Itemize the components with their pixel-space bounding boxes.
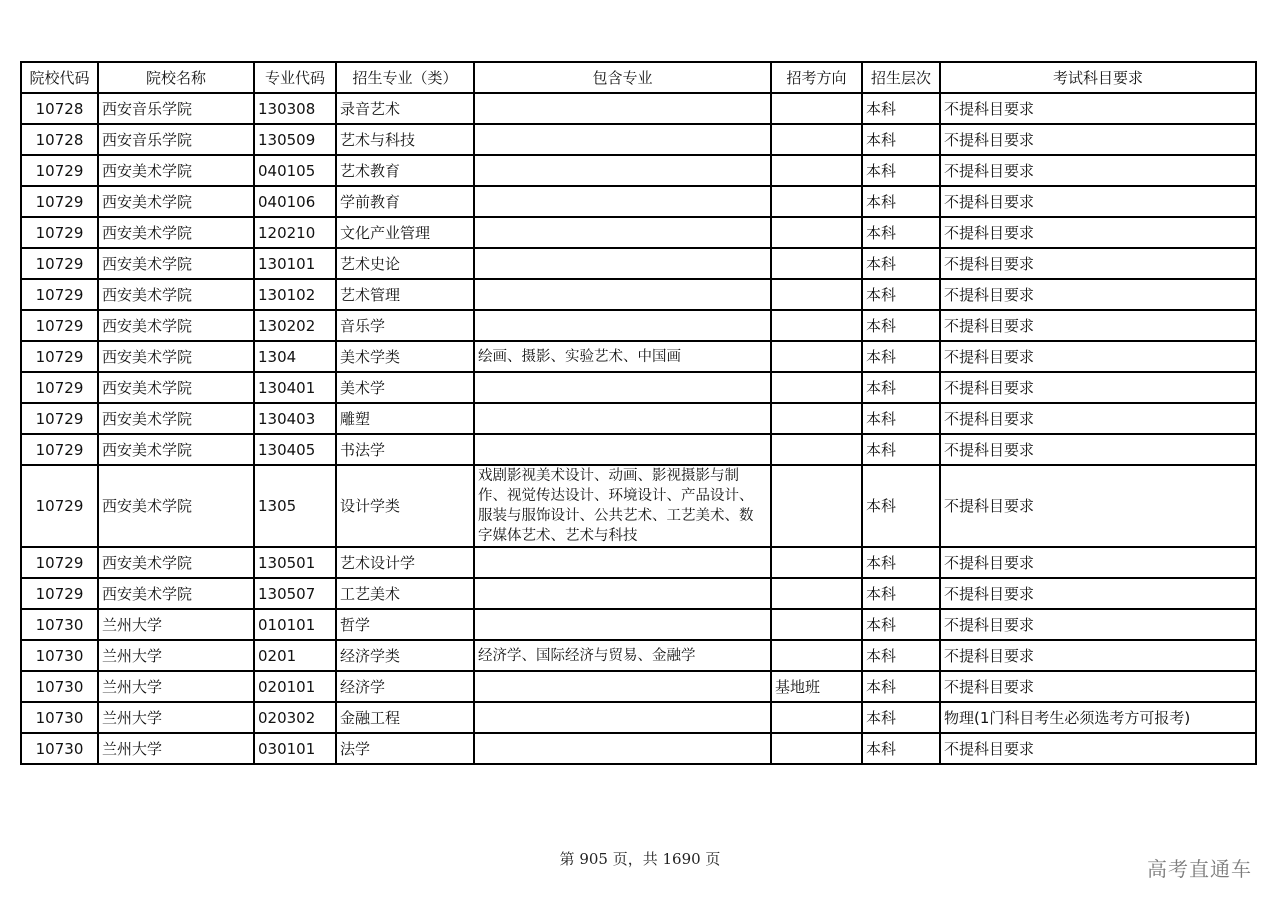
- cell-direction: [771, 733, 862, 764]
- cell-school-code: 10729: [21, 578, 98, 609]
- cell-school-name: 兰州大学: [98, 640, 254, 671]
- table-row: [21, 248, 1256, 279]
- cell-school-name: 兰州大学: [98, 702, 254, 733]
- cell-level: 本科: [862, 372, 940, 403]
- admission-table: [20, 61, 1257, 765]
- cell-major: 金融工程: [336, 702, 474, 733]
- cell-level: 本科: [862, 547, 940, 578]
- cell-major: 录音艺术: [336, 93, 474, 124]
- cell-level: 本科: [862, 578, 940, 609]
- header-school-name: 院校名称: [98, 62, 254, 93]
- cell-major: 美术学: [336, 372, 474, 403]
- cell-major-code: 130501: [254, 547, 336, 578]
- table-row: [21, 403, 1256, 434]
- cell-school-code: 10729: [21, 372, 98, 403]
- cell-school-code: 10730: [21, 671, 98, 702]
- table-row: [21, 155, 1256, 186]
- cell-subject-req: 不提科目要求: [940, 248, 1256, 279]
- cell-direction: [771, 341, 862, 372]
- cell-subject-req: 不提科目要求: [940, 403, 1256, 434]
- cell-included-majors: [474, 403, 771, 434]
- cell-school-name: 西安音乐学院: [98, 93, 254, 124]
- cell-school-code: 10729: [21, 248, 98, 279]
- cell-school-name: 兰州大学: [98, 733, 254, 764]
- cell-subject-req: 不提科目要求: [940, 217, 1256, 248]
- cell-major: 美术学类: [336, 341, 474, 372]
- cell-major-code: 130101: [254, 248, 336, 279]
- cell-school-name: 兰州大学: [98, 609, 254, 640]
- header-major: 招生专业（类）: [336, 62, 474, 93]
- cell-school-name: 西安美术学院: [98, 186, 254, 217]
- cell-major-code: 130102: [254, 279, 336, 310]
- cell-major-code: 010101: [254, 609, 336, 640]
- table-row: [21, 124, 1256, 155]
- table-row: [21, 465, 1256, 547]
- cell-school-code: 10730: [21, 640, 98, 671]
- cell-major-code: 030101: [254, 733, 336, 764]
- cell-major-code: 130403: [254, 403, 336, 434]
- cell-direction: 基地班: [771, 671, 862, 702]
- cell-included-majors: [474, 702, 771, 733]
- cell-school-name: 西安美术学院: [98, 217, 254, 248]
- cell-level: 本科: [862, 93, 940, 124]
- cell-major: 艺术设计学: [336, 547, 474, 578]
- cell-included-majors: [474, 124, 771, 155]
- cell-level: 本科: [862, 186, 940, 217]
- cell-school-name: 西安美术学院: [98, 547, 254, 578]
- cell-direction: [771, 186, 862, 217]
- cell-included-majors: [474, 155, 771, 186]
- cell-school-name: 西安美术学院: [98, 310, 254, 341]
- cell-major: 艺术与科技: [336, 124, 474, 155]
- table-row: [21, 733, 1256, 764]
- cell-subject-req: 不提科目要求: [940, 609, 1256, 640]
- cell-subject-req: 不提科目要求: [940, 186, 1256, 217]
- cell-major: 文化产业管理: [336, 217, 474, 248]
- cell-major-code: 130308: [254, 93, 336, 124]
- cell-major: 设计学类: [336, 465, 474, 547]
- cell-level: 本科: [862, 465, 940, 547]
- cell-included-majors: 经济学、国际经济与贸易、金融学: [474, 640, 771, 671]
- cell-level: 本科: [862, 733, 940, 764]
- cell-major-code: 040105: [254, 155, 336, 186]
- cell-school-name: 西安美术学院: [98, 403, 254, 434]
- cell-major-code: 040106: [254, 186, 336, 217]
- header-included-majors: 包含专业: [474, 62, 771, 93]
- cell-major-code: 130401: [254, 372, 336, 403]
- cell-major: 经济学类: [336, 640, 474, 671]
- cell-major-code: 120210: [254, 217, 336, 248]
- cell-subject-req: 不提科目要求: [940, 93, 1256, 124]
- page-number: 第 905 页，共 1690 页: [559, 850, 721, 868]
- cell-subject-req: 不提科目要求: [940, 671, 1256, 702]
- table-row: [21, 186, 1256, 217]
- table-row: [21, 702, 1256, 733]
- cell-direction: [771, 93, 862, 124]
- cell-level: 本科: [862, 609, 940, 640]
- cell-major-code: 130405: [254, 434, 336, 465]
- cell-level: 本科: [862, 403, 940, 434]
- cell-level: 本科: [862, 248, 940, 279]
- cell-level: 本科: [862, 341, 940, 372]
- table-row: [21, 640, 1256, 671]
- cell-school-name: 西安美术学院: [98, 434, 254, 465]
- cell-school-code: 10729: [21, 403, 98, 434]
- cell-subject-req: 不提科目要求: [940, 279, 1256, 310]
- watermark: 高考直通车: [1147, 857, 1252, 881]
- cell-direction: [771, 124, 862, 155]
- cell-subject-req: 不提科目要求: [940, 155, 1256, 186]
- table-row: [21, 578, 1256, 609]
- cell-major-code: 130507: [254, 578, 336, 609]
- cell-school-name: 西安美术学院: [98, 341, 254, 372]
- cell-direction: [771, 279, 862, 310]
- cell-level: 本科: [862, 640, 940, 671]
- cell-subject-req: 不提科目要求: [940, 434, 1256, 465]
- table-row: [21, 671, 1256, 702]
- cell-major: 雕塑: [336, 403, 474, 434]
- cell-direction: [771, 578, 862, 609]
- cell-school-code: 10729: [21, 217, 98, 248]
- cell-major: 艺术史论: [336, 248, 474, 279]
- cell-level: 本科: [862, 310, 940, 341]
- cell-major: 经济学: [336, 671, 474, 702]
- table-row: [21, 341, 1256, 372]
- cell-major-code: 130509: [254, 124, 336, 155]
- table-row: [21, 547, 1256, 578]
- cell-included-majors: [474, 578, 771, 609]
- cell-subject-req: 不提科目要求: [940, 341, 1256, 372]
- cell-school-code: 10729: [21, 547, 98, 578]
- cell-major: 书法学: [336, 434, 474, 465]
- cell-included-majors: [474, 310, 771, 341]
- cell-major: 艺术管理: [336, 279, 474, 310]
- cell-major-code: 0201: [254, 640, 336, 671]
- cell-school-name: 西安音乐学院: [98, 124, 254, 155]
- cell-school-name: 西安美术学院: [98, 155, 254, 186]
- cell-level: 本科: [862, 217, 940, 248]
- cell-included-majors: [474, 671, 771, 702]
- cell-direction: [771, 434, 862, 465]
- header-subject-req: 考试科目要求: [940, 62, 1256, 93]
- header-school-code: 院校代码: [21, 62, 98, 93]
- cell-school-code: 10729: [21, 465, 98, 547]
- header-major-code: 专业代码: [254, 62, 336, 93]
- cell-school-name: 西安美术学院: [98, 248, 254, 279]
- cell-included-majors: [474, 93, 771, 124]
- cell-level: 本科: [862, 434, 940, 465]
- cell-level: 本科: [862, 279, 940, 310]
- cell-major-code: 130202: [254, 310, 336, 341]
- cell-school-code: 10730: [21, 733, 98, 764]
- cell-school-name: 西安美术学院: [98, 578, 254, 609]
- header-level: 招生层次: [862, 62, 940, 93]
- table-row: [21, 93, 1256, 124]
- cell-subject-req: 不提科目要求: [940, 465, 1256, 547]
- table-row: [21, 310, 1256, 341]
- cell-subject-req: 不提科目要求: [940, 547, 1256, 578]
- cell-direction: [771, 640, 862, 671]
- cell-direction: [771, 702, 862, 733]
- cell-subject-req: 不提科目要求: [940, 124, 1256, 155]
- cell-included-majors: 绘画、摄影、实验艺术、中国画: [474, 341, 771, 372]
- cell-included-majors: [474, 733, 771, 764]
- cell-major: 音乐学: [336, 310, 474, 341]
- cell-school-code: 10729: [21, 310, 98, 341]
- cell-subject-req: 不提科目要求: [940, 733, 1256, 764]
- table-row: [21, 609, 1256, 640]
- cell-major-code: 020302: [254, 702, 336, 733]
- cell-school-name: 西安美术学院: [98, 372, 254, 403]
- cell-school-name: 兰州大学: [98, 671, 254, 702]
- cell-school-code: 10728: [21, 124, 98, 155]
- cell-included-majors: [474, 279, 771, 310]
- cell-subject-req: 不提科目要求: [940, 310, 1256, 341]
- cell-major-code: 1304: [254, 341, 336, 372]
- cell-included-majors: [474, 434, 771, 465]
- cell-school-code: 10730: [21, 702, 98, 733]
- cell-included-majors: [474, 248, 771, 279]
- cell-included-majors: [474, 547, 771, 578]
- cell-direction: [771, 547, 862, 578]
- cell-major: 艺术教育: [336, 155, 474, 186]
- cell-major: 工艺美术: [336, 578, 474, 609]
- cell-level: 本科: [862, 124, 940, 155]
- cell-direction: [771, 609, 862, 640]
- cell-school-code: 10729: [21, 155, 98, 186]
- cell-school-name: 西安美术学院: [98, 465, 254, 547]
- cell-major: 法学: [336, 733, 474, 764]
- cell-major-code: 1305: [254, 465, 336, 547]
- cell-direction: [771, 403, 862, 434]
- cell-major: 哲学: [336, 609, 474, 640]
- cell-included-majors: [474, 217, 771, 248]
- table-row: [21, 372, 1256, 403]
- cell-direction: [771, 155, 862, 186]
- cell-level: 本科: [862, 155, 940, 186]
- cell-school-code: 10729: [21, 186, 98, 217]
- cell-direction: [771, 248, 862, 279]
- cell-school-code: 10729: [21, 434, 98, 465]
- table-row: [21, 434, 1256, 465]
- header-row: [21, 62, 1256, 93]
- cell-direction: [771, 217, 862, 248]
- cell-included-majors: [474, 609, 771, 640]
- cell-direction: [771, 310, 862, 341]
- cell-major: 学前教育: [336, 186, 474, 217]
- table-row: [21, 279, 1256, 310]
- cell-subject-req: 不提科目要求: [940, 372, 1256, 403]
- cell-major-code: 020101: [254, 671, 336, 702]
- cell-subject-req: 不提科目要求: [940, 640, 1256, 671]
- cell-level: 本科: [862, 671, 940, 702]
- cell-school-code: 10728: [21, 93, 98, 124]
- cell-subject-req: 不提科目要求: [940, 578, 1256, 609]
- cell-school-name: 西安美术学院: [98, 279, 254, 310]
- cell-school-code: 10729: [21, 279, 98, 310]
- cell-direction: [771, 372, 862, 403]
- cell-included-majors: [474, 186, 771, 217]
- cell-level: 本科: [862, 702, 940, 733]
- cell-subject-req: 物理(1门科目考生必须选考方可报考): [940, 702, 1256, 733]
- cell-included-majors: 戏剧影视美术设计、动画、影视摄影与制作、视觉传达设计、环境设计、产品设计、服装与服饰设计、公共艺术、工艺美术、数字媒体艺术、艺术与科技: [474, 465, 771, 547]
- header-direction: 招考方向: [771, 62, 862, 93]
- cell-school-code: 10729: [21, 341, 98, 372]
- cell-direction: [771, 465, 862, 547]
- cell-included-majors: [474, 372, 771, 403]
- table-row: [21, 217, 1256, 248]
- cell-school-code: 10730: [21, 609, 98, 640]
